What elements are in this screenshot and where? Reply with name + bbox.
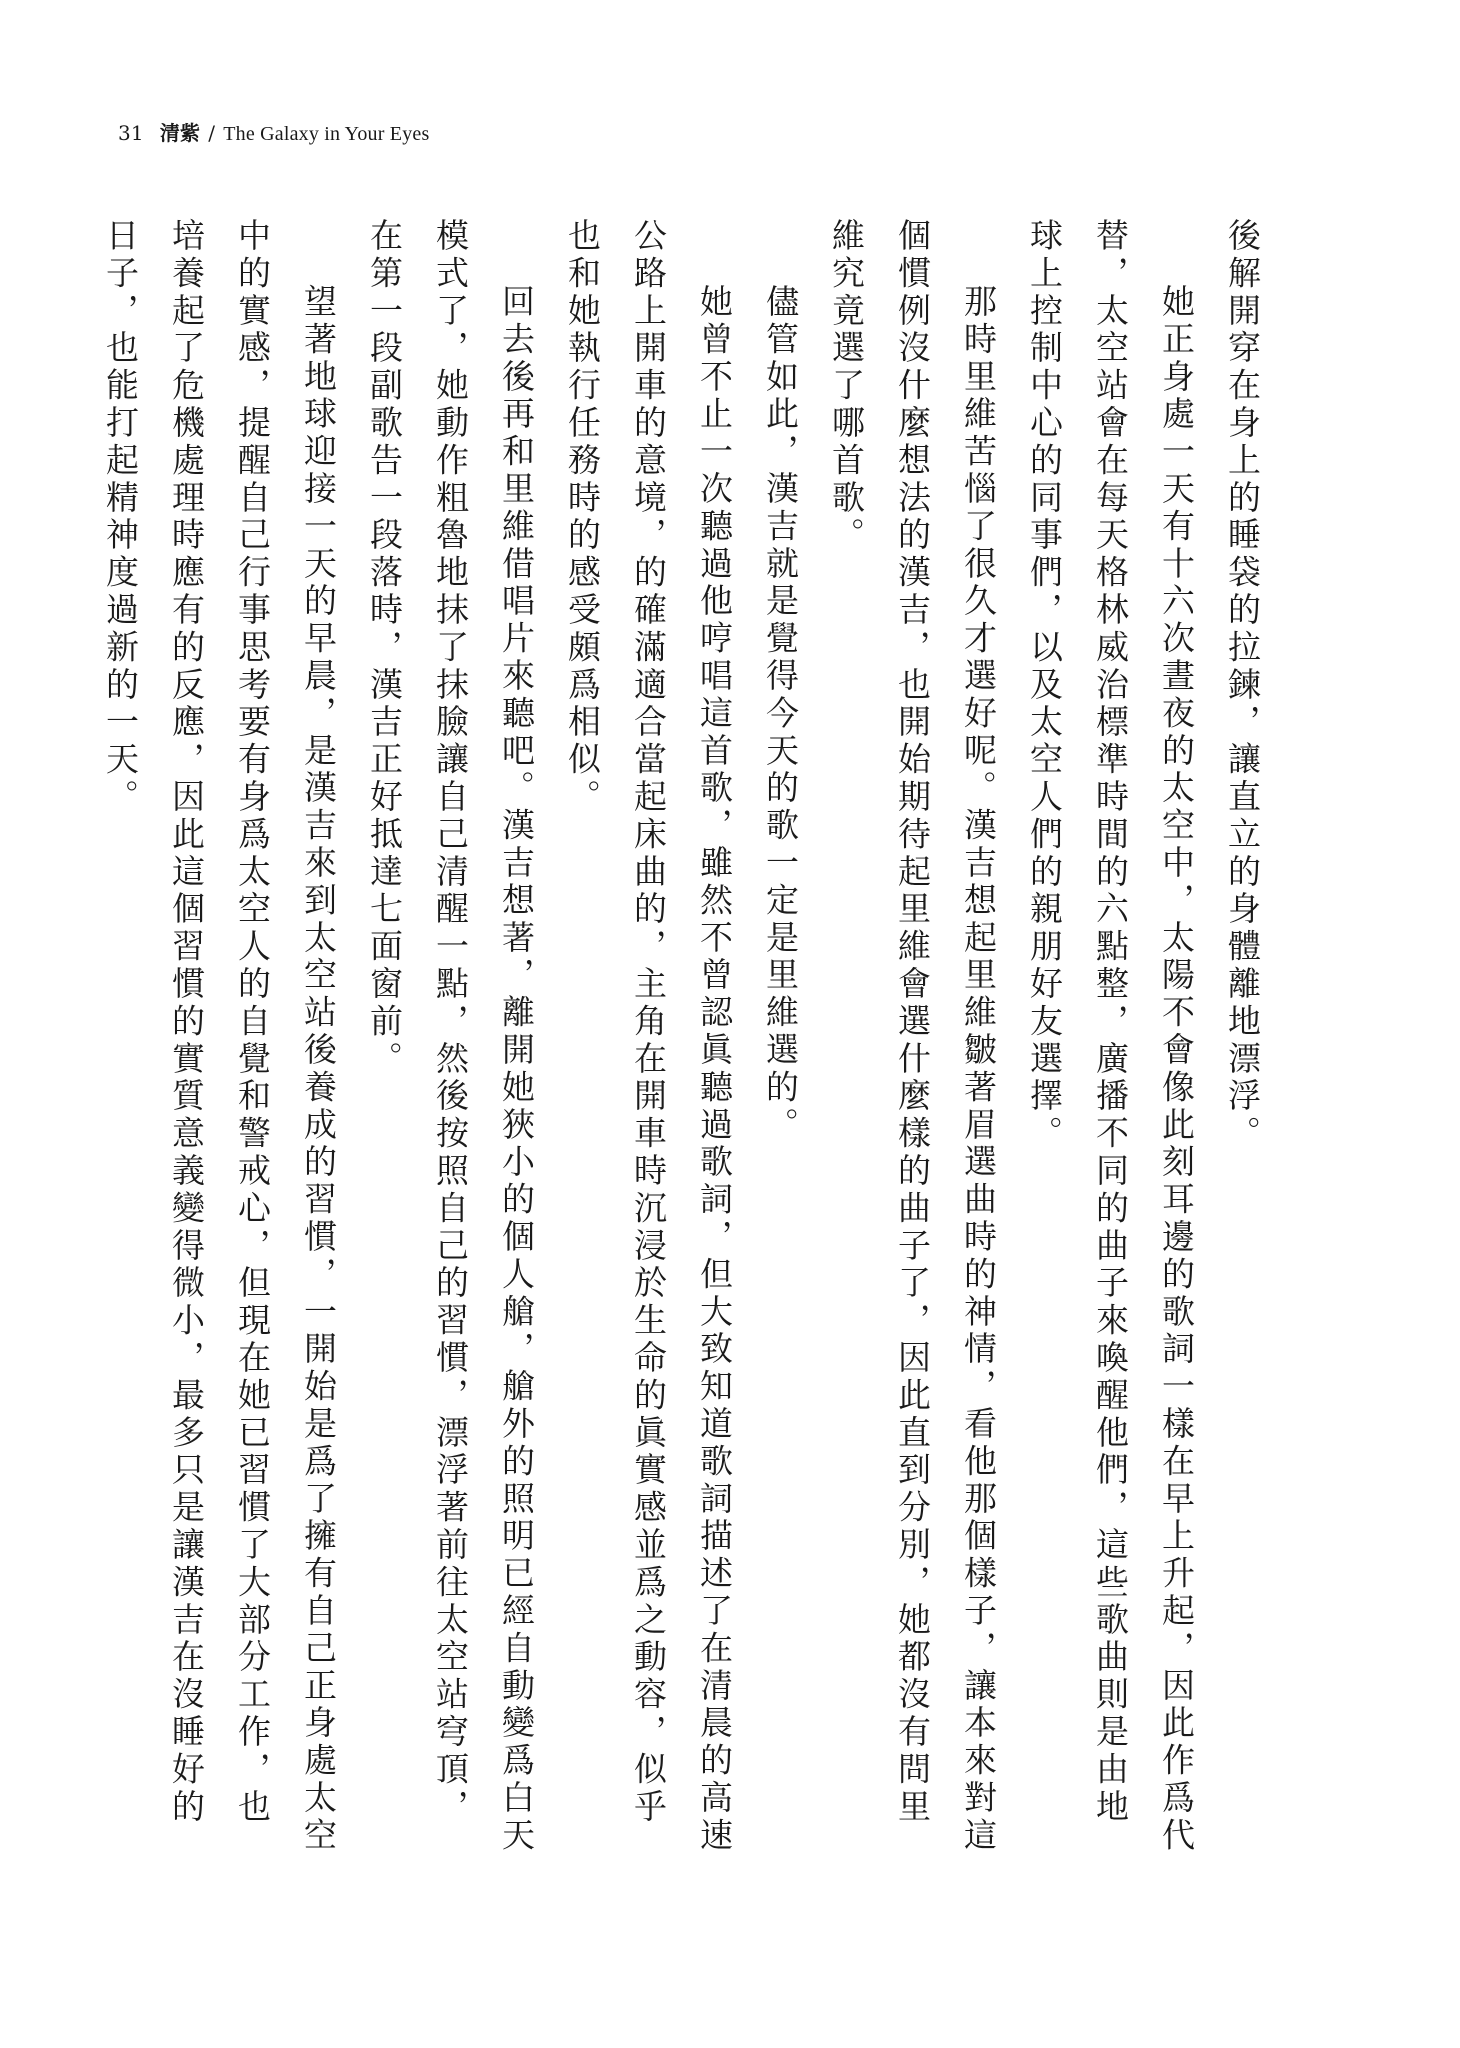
vertical-body-text (87, 218, 1275, 1858)
header-separator: / (208, 121, 216, 145)
paragraph: 她曾不止一次聽過他哼唱這首歌，雖然不曾認眞聽過歌詞，但大致知道歌詞描述了在清晨的高速公路上開車的意境，的確滿適合當起床曲的，主角在開車時沉浸於生命的眞實感並爲之動容，似乎也和她執行任務時的感受頗爲相似。 (563, 218, 734, 1855)
running-header (118, 117, 429, 146)
page-number: 31 (118, 121, 144, 145)
book-title: The Galaxy in Your Eyes (223, 123, 430, 145)
paragraph: 她正身處一天有十六次晝夜的太空中，太陽不會像此刻耳邊的歌詞一樣在早上升起，因此作爲代替，太空站會在每天格林威治標準時間的六點整，廣播不同的曲子來喚醒他們，這些歌曲則是由地球上控制中心的同事們，以及太空人們的親朋好友選擇。 (1025, 218, 1196, 1855)
paragraph: 儘管如此，漢吉就是覺得今天的歌一定是里維選的。 (761, 284, 800, 1145)
paragraph: 回去後再和里維借唱片來聽吧。漢吉想著，離開她狹小的個人艙，艙外的照明已經自動變爲白天模式了，她動作粗魯地抹了抹臉讓自己清醒一點，然後按照自己的習慣，漂浮著前往太空站穹頂，在第一段副歌告一段落時，漢吉正好抵達七面窗前。 (365, 218, 536, 1855)
paragraph: 望著地球迎接一天的早晨，是漢吉來到太空站後養成的習慣，一開始是爲了擁有自己正身處太空中的實感，提醒自己行事思考要有身爲太空人的自覺和警戒心，但現在她已習慣了大部分工作，也培養起了危機處理時應有的反應，因此這個習慣的實質意義變得微小，最多只是讓漢吉在沒睡好的日子，也能打起精神度過新的一天。 (101, 218, 338, 1855)
paragraph-continuation: 後解開穿在身上的睡袋的拉鍊，讓直立的身體離地漂浮。 (1223, 218, 1262, 1153)
paragraph: 那時里維苦惱了很久才選好呢。漢吉想起里維皺著眉選曲時的神情，看他那個樣子，讓本來對這個慣例沒什麼想法的漢吉，也開始期待起里維會選什麼樣的曲子了，因此直到分別，她都沒有問里維究竟選了哪首歌。 (827, 218, 998, 1855)
author-name: 清紫 (159, 121, 201, 145)
